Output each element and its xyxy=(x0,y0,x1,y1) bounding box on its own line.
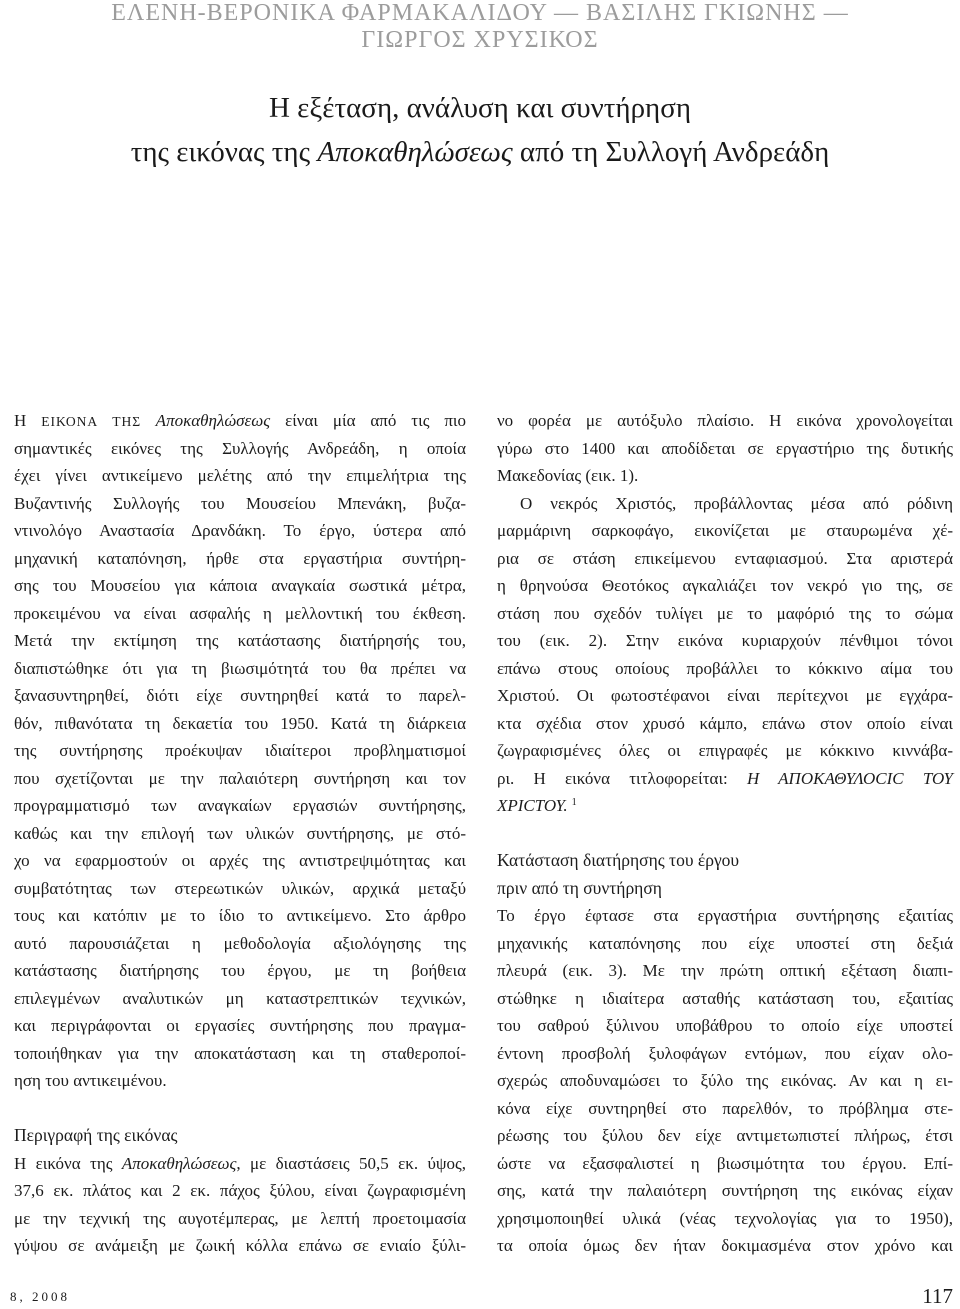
text-line: σης, κατά την παλαιότερη συντήρηση της εικόνας είχαν xyxy=(497,1181,953,1200)
text-line: μηχανική καταπόνηση, ήρθε στα εργαστήρια συντήρη- xyxy=(14,548,466,568)
author-names-line: ΕΛΕΝΗ-ΒΕΡΟΝΙΚΑ ΦΑΡΜΑΚΑΛΙΔΟΥ — ΒΑΣΙΛΗΣ ΓΚΙΩΝΗΣ — xyxy=(111,0,849,26)
text-line: προγραμματισμό των αναγκαίων εργασιών συντήρησης, xyxy=(14,796,466,815)
text-segment: είναι μία από τις πιο xyxy=(270,411,466,430)
right-column xyxy=(497,407,953,1260)
text-line: του (εικ. 2). Στην εικόνα κυριαρχούν πένθιμοι τόνοι xyxy=(497,631,953,650)
text-line: μαρμάρινη σαρκοφάγο, εικονίζεται με σταυρωμένα χέ- xyxy=(497,521,953,540)
italic-text: Αποκαθηλώσεως xyxy=(121,1153,237,1173)
text-line: τα οποία όμως δεν ήταν δοκιμασμένα στον χρόνο και xyxy=(497,1236,953,1255)
section-heading: Κατάσταση διατήρησης του έργου xyxy=(497,850,740,870)
left-column xyxy=(14,407,466,1260)
text-line: κατάστασης διατήρησης του έργου, με τη βοήθεια xyxy=(14,961,466,980)
text-line: χρησιμοποιηθεί υλικά (νέας τεχνολογίας για το 1950), xyxy=(497,1208,953,1228)
title-segment: της εικόνας της xyxy=(130,136,318,168)
text-line: έντονη προσβολή ξυλοφάγων εντόμων, που είχαν ολο- xyxy=(497,1043,953,1063)
text-line: ζωγραφισμένες όλες οι επιγραφές με κόκκινο κιννάβα- xyxy=(497,741,953,760)
initial-capital: Η xyxy=(14,411,27,430)
blank-line xyxy=(497,820,953,848)
author-names-line: ΓΙΩΡΓΟΣ ΧΡΥΣΙΚΟΣ xyxy=(361,27,599,53)
text-line: Μετά την εκτίμηση της κατάστασης διατήρησής του, xyxy=(14,631,466,650)
italic-text: ΧΡΙCΤΟΥ. xyxy=(497,796,568,815)
text-line: αυτό παρουσιάζεται η μεθοδολογία αξιολόγησης της xyxy=(14,933,466,953)
page-number: 117 xyxy=(922,1284,953,1308)
blank-line xyxy=(14,1095,466,1123)
text-line: κόνα είχε συντηρηθεί στο παρελθόν, το πρόβλημα στε- xyxy=(497,1098,953,1118)
text-line: κτα σχέδια στον χρυσό κάμπο, επάνω στον οποίο είναι xyxy=(497,713,953,733)
text-line: γύρω στο 1400 και αποδίδεται σε εργαστήριο της δυτικής xyxy=(497,438,953,458)
text-line: Μακεδονίας (εικ. 1). xyxy=(497,466,639,485)
text-line: που σχετίζονται με την παλαιότερη συντήρηση και τον xyxy=(14,768,466,788)
text-line: τους και κατόπιν με το ίδιο το αντικείμενο. Στο άρθρο xyxy=(14,906,466,925)
text-line: μηχανικής καταπόνησης που είχε υποστεί στη δεξιά xyxy=(497,933,953,953)
text-line: ρια σε στάση επικείμενου ενταφιασμού. Στα αριστερά xyxy=(497,548,953,568)
text-line: ρέωσης του ξύλου δεν είχε αντιμετωπιστεί πλήρως, έτσι xyxy=(497,1126,953,1145)
text-line: ώστε να εξασφαλιστεί η βιωσιμότητα του έργου. Επί- xyxy=(497,1153,953,1173)
text-line: Βυζαντινής Συλλογής του Μουσείου Μπενάκη, βυζα- xyxy=(14,493,466,513)
text-line: σχερώς αποδυναμώσει το ξύλο της εικόνας. Αν και η ει- xyxy=(497,1071,953,1090)
text-line: ηση του αντικειμένου. xyxy=(14,1071,167,1090)
text-line: διαπιστώθηκε ότι για τη βιωσιμότητά του θα πρέπει να xyxy=(14,658,466,678)
text-line: επιλεγμένων αναλυτικών μη καταστρεπτικών τεχνικών, xyxy=(14,988,466,1008)
text-line: της συντήρησης προέκυψαν ιδιαίτεροι προβληματισμοί xyxy=(14,741,466,760)
text-line: επάνω στους οποίους προβάλλει το κόκκινο αίμα του xyxy=(497,658,953,678)
text-line: καθώς και την επιλογή των υλικών συντήρησης, με στό- xyxy=(14,823,466,843)
section-heading: πριν από τη συντήρηση xyxy=(497,877,662,898)
text-line: 37,6 εκ. πλάτος και 2 εκ. πάχος ξύλου, είναι ζωγραφισμένη xyxy=(14,1181,466,1200)
text-line: σημαντικές εικόνες της Συλλογής Ανδρεάδη, η οποία xyxy=(14,438,466,458)
issue-label: 8, 2008 xyxy=(10,1289,70,1304)
text-line xyxy=(497,765,953,793)
text-line: στώθηκε η ιδιαίτερα ασταθής κατάσταση του, εξαιτίας xyxy=(497,988,953,1008)
text-line: έχει γίνει αντικείμενο μελέτης από την επιμελήτρια της xyxy=(14,466,466,485)
text-line: του σαθρού ξύλινου υποβάθρου το οποίο είχε υποστεί xyxy=(497,1016,953,1035)
text-line: η θρηνούσα Θεοτόκος αγκαλιάζει τον νεκρό γιο της, σε xyxy=(497,576,953,595)
article-title xyxy=(0,86,960,174)
text-line: τοποιήθηκαν για την αποκατάσταση και τη σταθεροποί- xyxy=(14,1043,466,1063)
italic-text: Αποκαθηλώσεως xyxy=(141,411,271,430)
text-segment: , με διαστάσεις 50,5 εκ. ύψος, xyxy=(236,1153,467,1173)
text-line: σης του Μουσείου για κάποια αναγκαία σωστικά μέτρα, xyxy=(14,576,466,595)
text-line: θόν, πιθανότατα τη δεκαετία του 1950. Κατά τη διάρκεια xyxy=(14,713,466,733)
text-line: Το έργο έφτασε στα εργαστήρια συντήρησης εξαιτίας xyxy=(497,906,953,925)
text-line: προκειμένου να είναι ασφαλής η μελλοντική του έκθεση. xyxy=(14,603,466,623)
text-segment: ρι. Η εικόνα τιτλοφορείται: xyxy=(497,768,747,788)
text-line: πλευρά (εικ. 3). Με την πρώτη οπτική εξέταση διαπι- xyxy=(497,961,953,980)
footnote-marker: 1 xyxy=(571,797,577,809)
title-segment: από τη Συλλογή Ανδρεάδη xyxy=(512,136,830,168)
text-line: χο να εφαρμοστούν οι αρχές της αντιστρεψιμότητας και xyxy=(14,851,466,870)
italic-text: Η ΑΠΟΚΑΘΥΛΟCΙC ΤΟΥ xyxy=(746,768,954,788)
title-line: Η εξέταση, ανάλυση και συντήρηση xyxy=(268,92,692,124)
text-line: Ο νεκρός Χριστός, προβάλλοντας μέσα από ρόδινη xyxy=(520,493,953,513)
text-line: γύψου σε ανάμειξη με ζωική κόλλα επάνω σε ενιαίο ξύλι- xyxy=(14,1236,466,1255)
text-line: Χριστού. Οι φωτοστέφανοι είναι περίτεχνοι με εγχάρα- xyxy=(497,686,953,705)
text-line xyxy=(497,792,953,820)
text-segment: Η εικόνα της xyxy=(14,1153,122,1173)
text-line xyxy=(14,407,466,435)
section-heading: Περιγραφή της εικόνας xyxy=(14,1125,178,1145)
running-header xyxy=(0,0,960,54)
text-line: στάση που σχεδόν τυλίγει με το μαφόριό της το σώμα xyxy=(497,603,953,623)
title-line xyxy=(0,130,960,174)
small-caps-text: ΕΙΚΟΝΑ ΤΗΣ xyxy=(26,414,142,429)
text-line: ξανασυντηρηθεί, διότι είχε συντηρηθεί κατά το παρελ- xyxy=(14,686,466,705)
italic-text: Αποκαθηλώσεως xyxy=(317,136,513,168)
text-line: νο φορέα με αυτόξυλο πλαίσιο. Η εικόνα χρονολογείται xyxy=(497,411,953,430)
text-line: συμβατότητας των στερεωτικών υλικών, αρχικά μεταξύ xyxy=(14,878,466,898)
text-line: με την τεχνική της αυγοτέμπερας, με λεπτή προετοιμασία xyxy=(14,1208,466,1228)
text-line xyxy=(14,1150,466,1178)
text-line: ντινολόγο Αναστασία Δρανδάκη. Το έργο, ύστερα από xyxy=(14,521,466,540)
text-line: και περιγράφονται οι εργασίες συντήρησης που πραγμα- xyxy=(14,1016,466,1035)
